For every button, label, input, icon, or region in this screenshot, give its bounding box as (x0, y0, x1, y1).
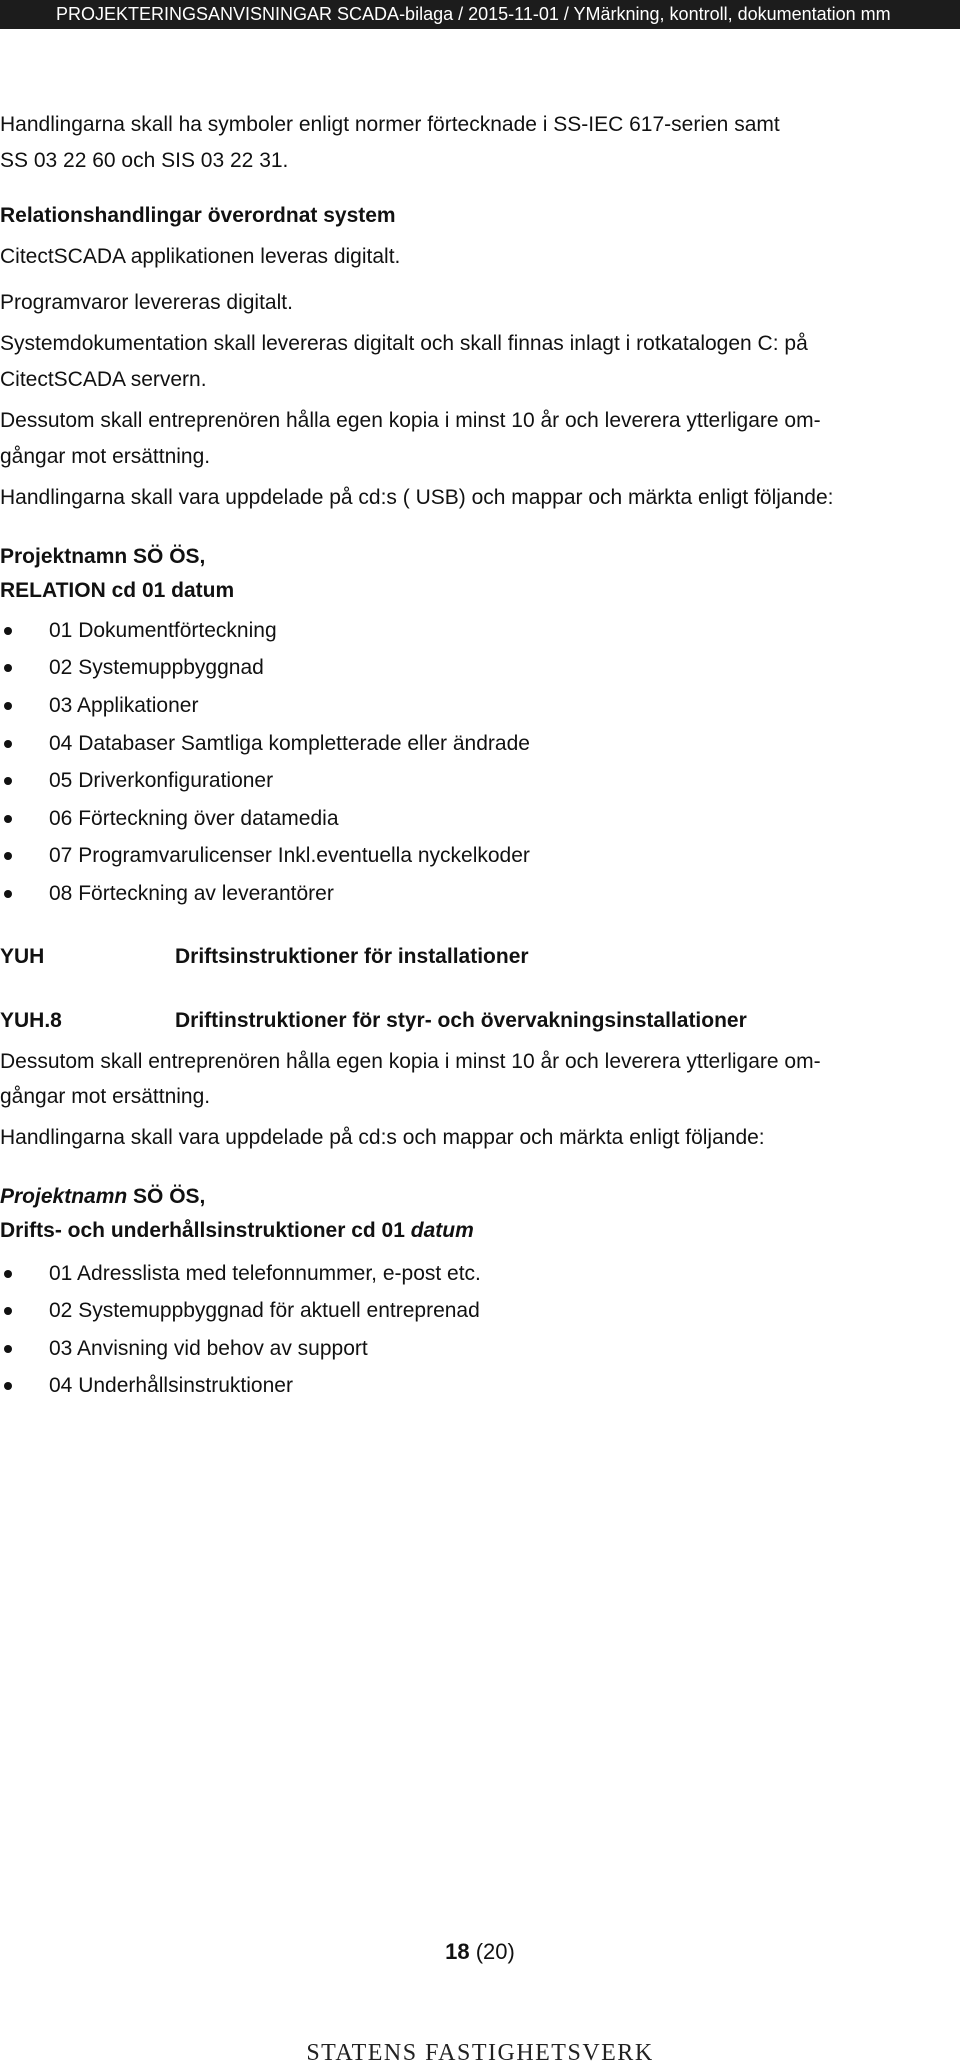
bullet-icon (4, 1270, 12, 1278)
bullet-icon (4, 777, 12, 785)
header-text: PROJEKTERINGSANVISNINGAR SCADA-bilaga / 2015-11-01 / YMärkning, kontroll, dokumentation mm (56, 4, 891, 24)
bullet-icon (4, 1345, 12, 1353)
bullet-icon (4, 1382, 12, 1390)
heading-yuh: Driftsinstruktioner för installationer (175, 945, 529, 968)
bullet-icon (4, 702, 12, 710)
drift-cd-line: Drifts- och underhållsinstruktioner cd 01 datum (0, 1219, 474, 1242)
code-yuh8: YUH.8 (0, 1009, 62, 1032)
paragraph-software: Programvaror levereras digitalt. (0, 291, 293, 314)
page-number (0, 1938, 960, 1966)
page-current: 18 (445, 1939, 470, 1964)
footer-logo: STATENS FASTIGHETSVERK (306, 2040, 654, 2066)
page-total: (20) (475, 1939, 515, 1964)
bullet-icon (4, 815, 12, 823)
paragraph-sysdoc-line2: CitectSCADA servern. (0, 368, 207, 391)
paragraph-citect-app: CitectSCADA applikationen leveras digitalt. (0, 245, 401, 268)
bullet-icon (4, 1307, 12, 1315)
page-header (0, 0, 960, 29)
paragraph-copy-line1: Dessutom skall entreprenören hålla egen kopia i minst 10 år och leverera ytterligare om- (0, 409, 821, 432)
paragraph-copy2-line2: gångar mot ersättning. (0, 1085, 211, 1108)
bullet-icon (4, 627, 12, 635)
bullet-icon (4, 664, 12, 672)
relation-cd-line: RELATION cd 01 datum (0, 579, 235, 602)
bullet-icon (4, 740, 12, 748)
paragraph-copy-line2: gångar mot ersättning. (0, 445, 211, 468)
paragraph-division2: Handlingarna skall vara uppdelade på cd:s och mappar och märkta enligt följande: (0, 1126, 765, 1149)
paragraph-symbols-line1: Handlingarna skall ha symboler enligt normer förtecknade i SS-IEC 617-serien samt (0, 113, 780, 136)
code-yuh: YUH (0, 945, 45, 968)
paragraph-copy2-line1: Dessutom skall entreprenören hålla egen kopia i minst 10 år och leverera ytterligare om- (0, 1050, 821, 1073)
paragraph-sysdoc-line1: Systemdokumentation skall levereras digitalt och skall finnas inlagt i rotkatalogen C: på (0, 332, 808, 355)
paragraph-division: Handlingarna skall vara uppdelade på cd:s ( USB) och mappar och märkta enligt följande: (0, 486, 834, 509)
project-name-line-2: Projektnamn SÖ ÖS, (0, 1185, 206, 1208)
bullet-icon (4, 852, 12, 860)
project-name-line: Projektnamn SÖ ÖS, (0, 545, 206, 568)
paragraph-symbols-line2: SS 03 22 60 och SIS 03 22 31. (0, 149, 289, 172)
section-heading-relation: Relationshandlingar överordnat system (0, 204, 396, 227)
heading-yuh8: Driftinstruktioner för styr- och övervakningsinstallationer (175, 1009, 747, 1032)
bullet-icon (4, 890, 12, 898)
